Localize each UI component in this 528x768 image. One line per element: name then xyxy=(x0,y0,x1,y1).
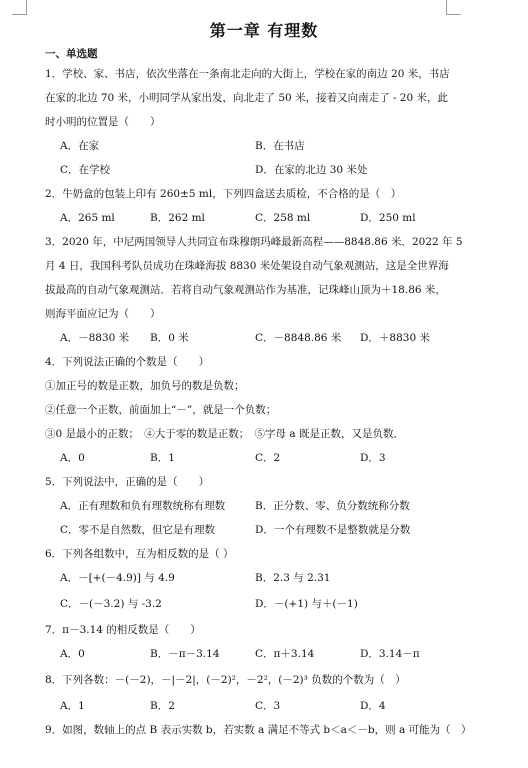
question-4-option-a: A．0 xyxy=(60,452,85,464)
question-3-line-2: 月 4 日，我国科考队员成功在珠峰海拔 8830 米处架设自动气象观测站，这是全世界海 xyxy=(45,260,449,272)
question-1-option-c: C．在学校 xyxy=(60,164,111,176)
question-4-option-d: D．3 xyxy=(360,452,386,464)
page-corner-mark-left xyxy=(12,0,27,15)
question-6-line-1: 6．下列各组数中，互为相反数的是（ ） xyxy=(45,548,234,560)
question-8-option-a: A．1 xyxy=(60,700,85,712)
question-6-option-a: A．－[+(－4.9)] 与 4.9 xyxy=(60,572,175,584)
question-7-option-d: D．3.14－π xyxy=(360,648,420,660)
question-7-option-b: B．－π－3.14 xyxy=(150,648,220,660)
page-corner-mark-right xyxy=(446,0,461,15)
question-8-option-b: B．2 xyxy=(150,700,175,712)
question-4-line-3: ②任意一个正数，前面加上“－”，就是一个负数； xyxy=(45,404,277,416)
question-8-option-c: C．3 xyxy=(255,700,281,712)
question-5-option-c: C．零不是自然数，但它是有理数 xyxy=(60,524,216,536)
question-2-option-d: D．250 ml xyxy=(360,212,416,224)
question-5-option-a: A．正有理数和负有理数统称有理数 xyxy=(60,500,226,512)
question-3-option-a: A．－8830 米 xyxy=(60,332,130,344)
question-2-option-a: A．265 ml xyxy=(60,212,115,224)
question-3-line-4: 则海平面应记为（ ） xyxy=(45,308,161,320)
question-4-line-2: ①加正号的数是正数，加负号的数是负数； xyxy=(45,380,245,392)
question-8-option-d: D．4 xyxy=(360,700,386,712)
question-4-line-4: ③0 是最小的正数； ④大于零的数是正数； ⑤字母 a 既是正数，又是负数． xyxy=(45,428,404,440)
question-3-line-1: 3．2020 年，中尼两国领导人共同宣布珠穆朗玛峰最新高程——8848.86 米．2022 年 5 xyxy=(45,236,463,248)
question-1-option-d: D．在家的北边 30 米处 xyxy=(255,164,368,176)
question-5-line-1: 5．下列说法中，正确的是（ ） xyxy=(45,476,210,488)
section-heading: 一、单选题 xyxy=(45,48,98,60)
question-1-option-a: A．在家 xyxy=(60,140,100,152)
question-6-option-b: B．2.3 与 2.31 xyxy=(255,572,331,584)
question-5-option-b: B．正分数、零、负分数统称分数 xyxy=(255,500,410,512)
question-2-option-c: C．258 ml xyxy=(255,212,311,224)
question-3-option-c: C．－8848.86 米 xyxy=(255,332,342,344)
question-4-option-b: B．1 xyxy=(150,452,175,464)
question-7-option-c: C．π＋3.14 xyxy=(255,648,315,660)
question-7-line-1: 7．π－3.14 的相反数是（ ） xyxy=(45,624,201,636)
question-1-option-b: B．在书店 xyxy=(255,140,305,152)
question-8-line-1: 8．下列各数：－(－2)，－|－2|，(－2)²，－2²，(－2)³ 负数的个数为（ ） xyxy=(45,674,406,686)
question-3-line-3: 拔最高的自动气象观测站．若将自动气象观测站作为基准，记珠峰山顶为＋18.86 米， xyxy=(45,284,446,296)
chapter-title: 第一章 有理数 xyxy=(209,21,319,40)
question-6-option-c: C．－(－3.2) 与 -3.2 xyxy=(60,598,162,610)
question-4-option-c: C．2 xyxy=(255,452,281,464)
question-6-option-d: D．－(+1) 与＋(－1) xyxy=(255,598,358,610)
question-1-line-2: 在家的北边 70 米，小明同学从家出发，向北走了 50 米，接着又向南走了 - 20 米，此 xyxy=(45,92,448,104)
question-7-option-a: A．0 xyxy=(60,648,85,660)
question-2-line-1: 2．牛奶盒的包装上印有 260±5 ml，下列四盒送去质检，不合格的是（ ） xyxy=(45,188,402,200)
question-1-line-3: 时小明的位置是（ ） xyxy=(45,116,161,128)
question-3-option-b: B．0 米 xyxy=(150,332,189,344)
question-3-option-d: D．＋8830 米 xyxy=(360,332,430,344)
question-4-line-1: 4．下列说法正确的个数是（ ） xyxy=(45,356,210,368)
question-5-option-d: D．一个有理数不是整数就是分数 xyxy=(255,524,411,536)
question-9-line-1: 9．如图，数轴上的点 B 表示实数 b，若实数 a 满足不等式 b＜a＜－b，则 a 可能为（ ） xyxy=(45,724,472,736)
question-2-option-b: B．262 ml xyxy=(150,212,205,224)
question-1-line-1: 1．学校、家、书店，依次坐落在一条南北走向的大街上，学校在家的南边 20 米，书店 xyxy=(45,68,450,80)
